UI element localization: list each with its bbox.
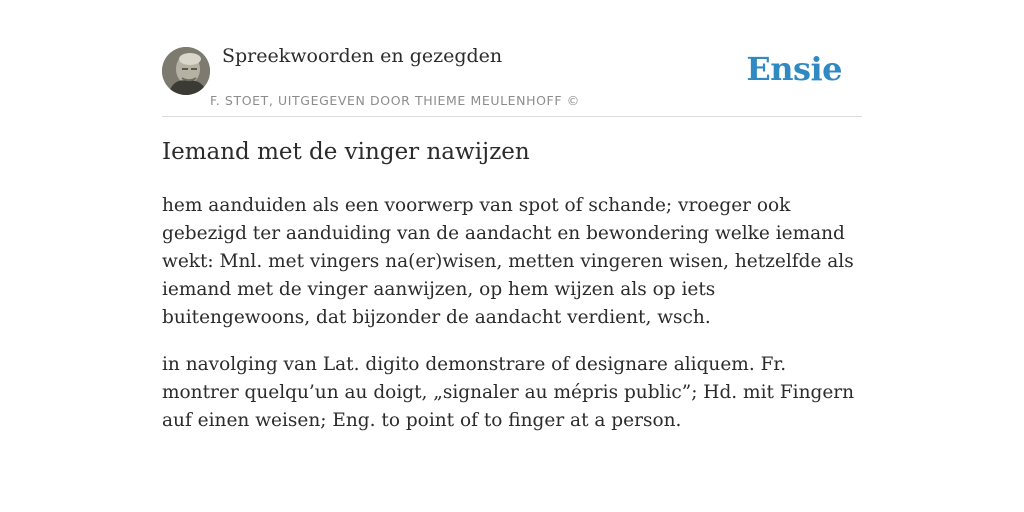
entry-body: [162, 192, 862, 454]
author-avatar: [162, 47, 210, 95]
entry-title: Iemand met de vinger nawijzen: [162, 139, 530, 165]
entry-paragraph: hem aanduiden als een voorwerp van spot of schande; vroeger ook gebezigd ter aanduiding van de aandacht en bewondering welke iemand wekt: Mnl. met vingers na(er)wisen, metten vingeren wisen, hetzelfde als iemand met de vinger aanwijzen, op hem wijzen als op iets buitengewoons, dat bijzonder de aandacht verdient, wsch.: [162, 195, 854, 328]
portrait-icon: [162, 47, 210, 95]
ensie-logo-link[interactable]: Ensie: [746, 50, 842, 88]
source-title[interactable]: Spreekwoorden en gezegden: [222, 45, 503, 67]
source-header: [162, 42, 862, 117]
entry-paragraph: in navolging van Lat. digito demonstrare of designare aliquem. Fr. montrer quelqu’un au doigt, „signaler au mépris public”; Hd. mit Fingern auf einen weisen; Eng. to point of to finger at a person.: [162, 354, 855, 431]
source-publisher: F. STOET, UITGEGEVEN DOOR THIEME MEULENHOFF ©: [210, 93, 580, 108]
